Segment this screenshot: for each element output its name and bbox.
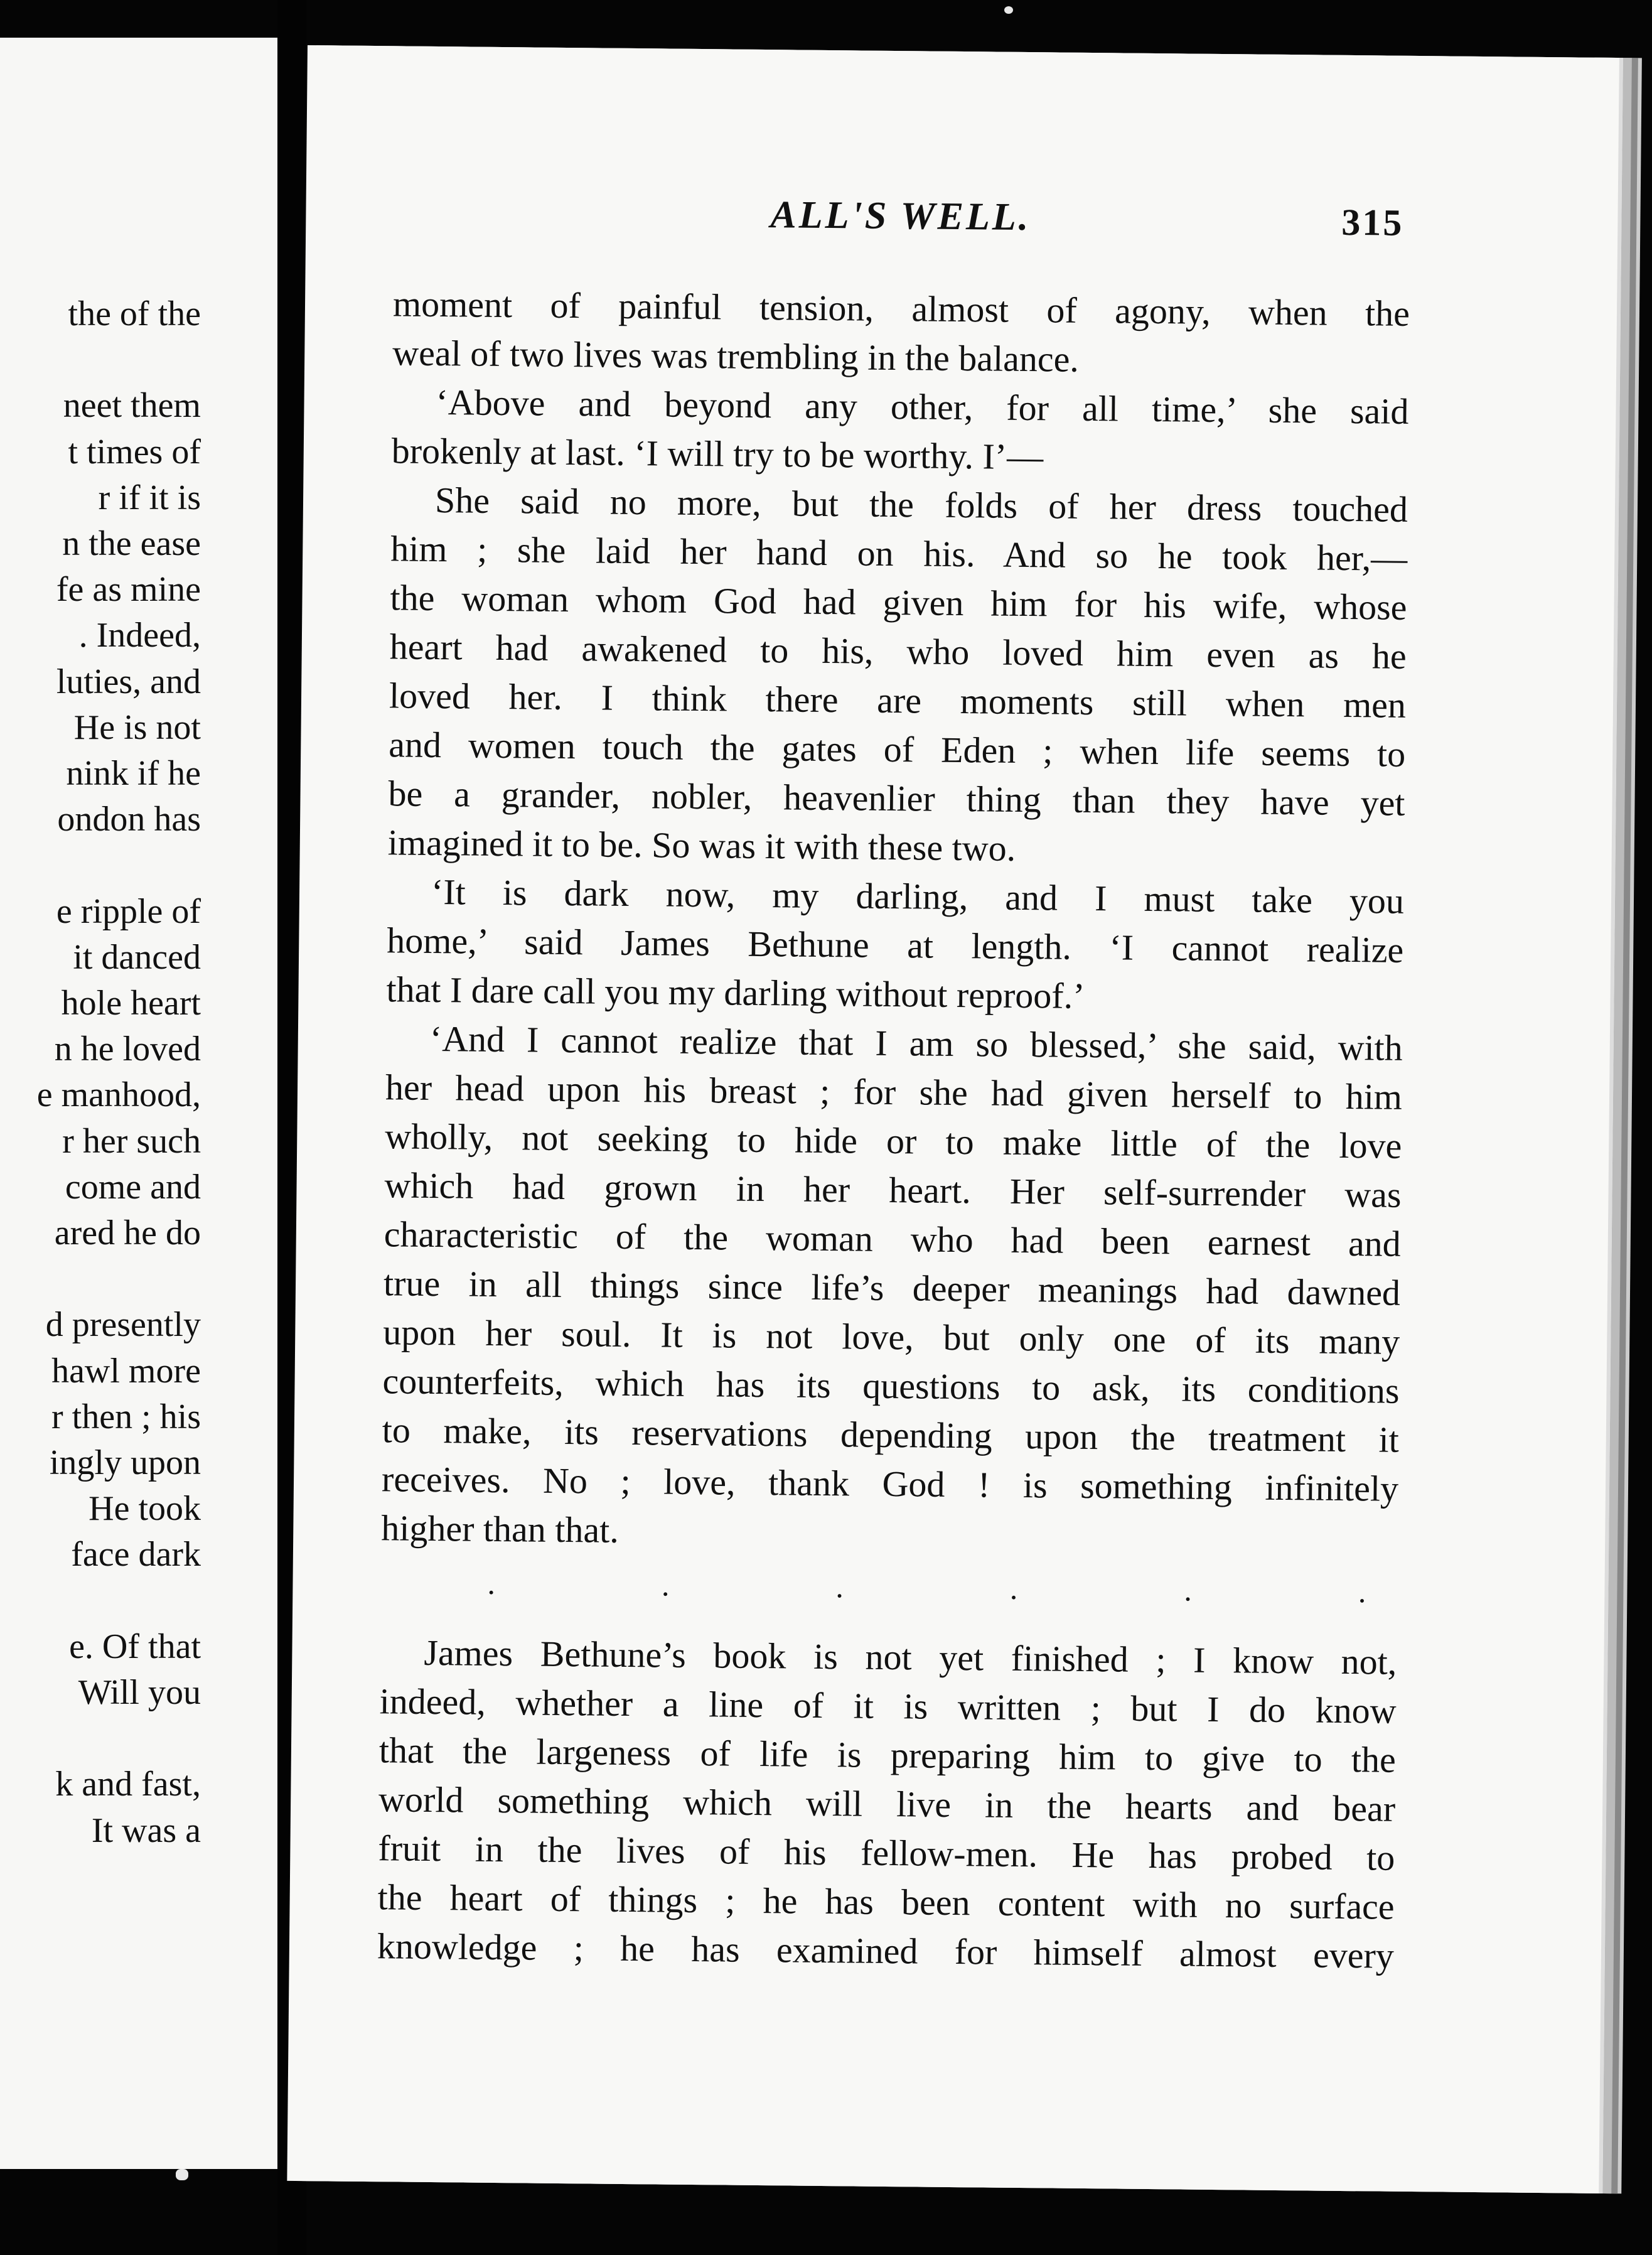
- left-page-line: ondon has: [57, 800, 201, 839]
- separator-dot: .: [661, 1567, 670, 1603]
- left-page-line: r then ; his: [51, 1397, 201, 1436]
- left-page-line: n the ease: [62, 524, 201, 563]
- left-page-line: n he loved: [54, 1030, 201, 1069]
- left-page-line: neet them: [63, 386, 201, 426]
- left-page-line: face dark: [71, 1535, 201, 1574]
- right-page: [287, 45, 1623, 2193]
- left-page-line: e ripple of: [56, 891, 201, 931]
- text-line: ‘It is dark now, my darling, and I must take you: [431, 871, 1405, 922]
- text-line: moment of painful tension, almost of agony, when the: [392, 283, 1410, 334]
- text-line: counterfeits, which has its questions to ask, its conditions: [382, 1360, 1400, 1411]
- text-line: knowledge ; he has examined for himself almost every: [377, 1925, 1395, 1976]
- text-line: wholly, not seeking to hide or to make little of the love: [385, 1116, 1402, 1166]
- left-page-line: It was a: [91, 1811, 201, 1850]
- left-page-line: nink if he: [66, 754, 201, 793]
- page-body: [377, 279, 1410, 1980]
- text-line: loved her. I think there are moments still when men: [389, 675, 1407, 726]
- text-line: which had grown in her heart. Her self-surrender was: [384, 1165, 1402, 1215]
- left-page-line: d presently: [45, 1305, 201, 1345]
- scan-speck: [176, 2169, 188, 2180]
- left-page-line: hole heart: [61, 984, 201, 1023]
- text-line: ‘And I cannot realize that I am so blessed,’ she said, with: [429, 1018, 1403, 1068]
- body-text-after-break: [377, 1628, 1397, 1981]
- left-page-line: r if it is: [98, 478, 201, 517]
- text-line: weal of two lives was trembling in the balance.: [392, 332, 1080, 380]
- text-line: be a grander, nobler, heavenlier thing than they have yet: [388, 773, 1405, 824]
- left-page-line: . Indeed,: [78, 616, 201, 655]
- text-line: ‘Above and beyond any other, for all time,’ she said: [436, 381, 1409, 432]
- text-line: higher than that.: [381, 1507, 620, 1551]
- left-page-line: r her such: [62, 1121, 201, 1161]
- left-page-line: luties, and: [56, 662, 201, 701]
- running-head: ALL'S WELL.: [770, 193, 1031, 239]
- text-line: to make, its reservations depending upon the treatment it: [382, 1409, 1400, 1460]
- text-line: the woman whom God had given him for his wife, whose: [390, 577, 1407, 628]
- text-line: home,’ said James Bethune at length. ‘I cannot realize: [387, 920, 1404, 971]
- left-page-line: He took: [88, 1489, 201, 1529]
- separator-dot: .: [1009, 1570, 1018, 1606]
- body-text-before-break: [381, 279, 1410, 1562]
- text-line: and women touch the gates of Eden ; when life seems to: [389, 724, 1406, 775]
- separator-dot: .: [1358, 1574, 1366, 1610]
- left-page-line: e manhood,: [36, 1075, 201, 1115]
- text-line: receives. No ; love, thank God ! is something infinitely: [381, 1458, 1399, 1509]
- left-page-line: k and fast,: [55, 1765, 201, 1804]
- left-page: [0, 38, 277, 2169]
- left-page-line: come and: [65, 1167, 201, 1207]
- left-page-line: e. Of that: [69, 1627, 201, 1666]
- text-line: that I dare call you my darling without reproof.’: [386, 969, 1085, 1016]
- separator-dot: .: [835, 1569, 844, 1605]
- text-line: imagined it to be. So was it with these two.: [387, 822, 1016, 869]
- left-page-line: ingly upon: [49, 1443, 201, 1482]
- left-page-line: t times of: [68, 432, 201, 471]
- text-line: world something which will live in the hearts and bear: [378, 1779, 1396, 1829]
- text-line: fruit in the lives of his fellow-men. He has probed to: [378, 1827, 1395, 1878]
- left-page-line: the of the: [68, 294, 201, 333]
- text-line: him ; she laid her hand on his. And so he took her,—: [390, 528, 1408, 579]
- section-break: [487, 1561, 1366, 1613]
- scan-speck: [1004, 6, 1013, 14]
- left-page-line: Will you: [78, 1673, 201, 1712]
- text-line: James Bethune’s book is not yet finished ; I know not,: [424, 1632, 1397, 1682]
- text-line: upon her soul. It is not love, but only one of its many: [383, 1311, 1400, 1362]
- text-line: brokenly at last. ‘I will try to be worthy. I’—: [391, 430, 1044, 478]
- separator-dot: .: [487, 1565, 496, 1601]
- left-page-line: it danced: [73, 937, 201, 977]
- text-line: characteristic of the woman who had been earnest and: [384, 1214, 1402, 1264]
- separator-dot: .: [1184, 1572, 1193, 1608]
- left-page-line: ared he do: [54, 1214, 201, 1252]
- text-line: true in all things since life’s deeper meanings had dawned: [383, 1262, 1401, 1313]
- text-line: that the largeness of life is preparing him to give to the: [378, 1730, 1397, 1780]
- page-number: 315: [1341, 201, 1404, 244]
- text-line: heart had awakened to his, who loved him even as he: [389, 626, 1407, 677]
- text-line: her head upon his breast ; for she had given herself to him: [385, 1067, 1403, 1117]
- text-line: She said no more, but the folds of her dress touched: [434, 479, 1408, 530]
- left-page-line: hawl more: [51, 1351, 201, 1391]
- left-page-line: He is not: [73, 708, 201, 747]
- text-line: indeed, whether a line of it is written ; but I do know: [379, 1681, 1397, 1731]
- left-page-line: fe as mine: [56, 570, 201, 610]
- text-line: the heart of things ; he has been content with no surface: [377, 1876, 1395, 1927]
